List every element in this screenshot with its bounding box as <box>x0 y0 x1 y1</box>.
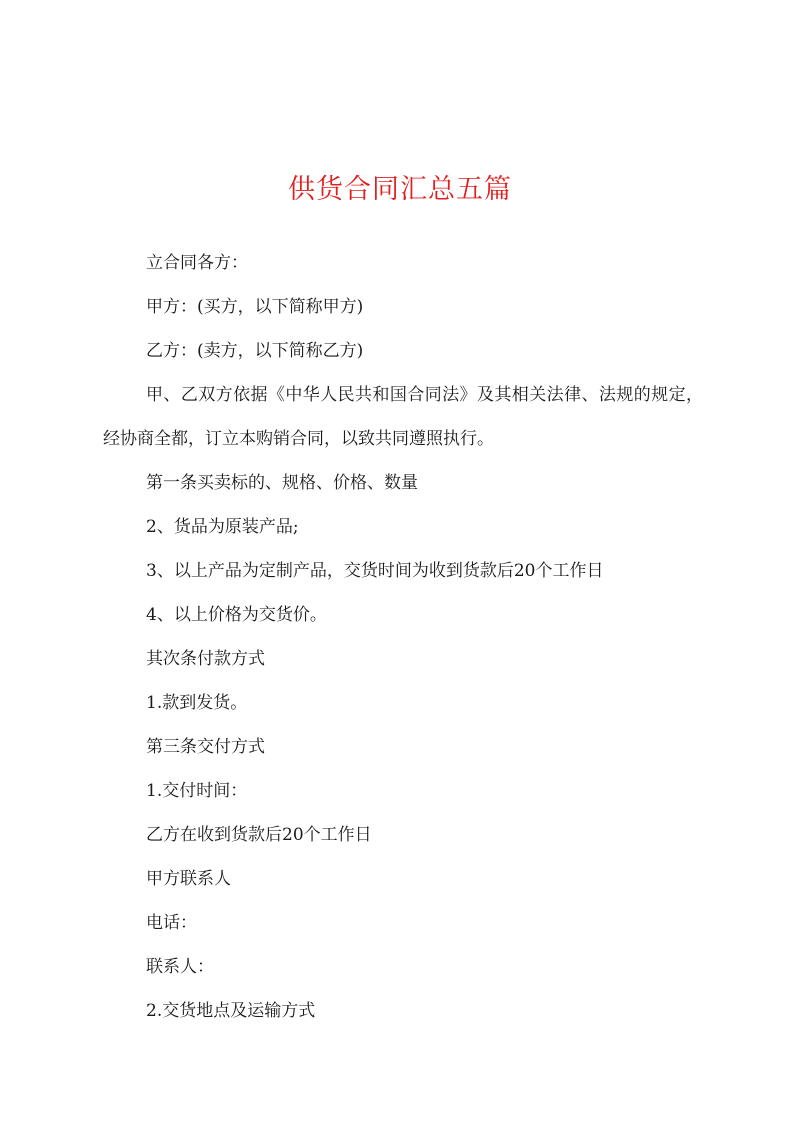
paragraph-article-2: 其次条付款方式 <box>146 649 265 669</box>
paragraph-parties-heading: 立合同各方： <box>146 253 248 273</box>
paragraph-article-3: 第三条交付方式 <box>146 737 265 757</box>
paragraph-payment-1: 1.款到发货。 <box>146 693 248 713</box>
paragraph-item-4: 4、以上价格为交货价。 <box>146 605 327 625</box>
paragraph-contact-person: 联系人： <box>146 957 214 977</box>
paragraph-party-b: 乙方：(卖方，以下简称乙方) <box>146 341 364 361</box>
document-title: 供货合同汇总五篇 <box>288 174 512 205</box>
paragraph-delivery-time: 1.交付时间： <box>146 781 248 801</box>
document-body <box>103 241 703 1033</box>
paragraph-delivery-days: 乙方在收到货款后20个工作日 <box>146 825 372 845</box>
paragraph-article-1: 第一条买卖标的、规格、价格、数量 <box>146 473 418 493</box>
paragraph-preamble: 甲、乙双方依据《中华人民共和国合同法》及其相关法律、法规的规定，经协商全都，订立本购销合同，以致共同遵照执行。 <box>103 385 703 449</box>
paragraph-item-3: 3、以上产品为定制产品，交货时间为收到货款后20个工作日 <box>146 561 604 581</box>
paragraph-delivery-location: 2.交货地点及运输方式 <box>146 1001 316 1021</box>
paragraph-party-a-contact: 甲方联系人 <box>146 869 231 889</box>
paragraph-item-2: 2、货品为原装产品; <box>146 517 299 537</box>
paragraph-party-a: 甲方：(买方，以下简称甲方) <box>146 297 364 317</box>
paragraph-phone: 电话： <box>146 913 197 933</box>
